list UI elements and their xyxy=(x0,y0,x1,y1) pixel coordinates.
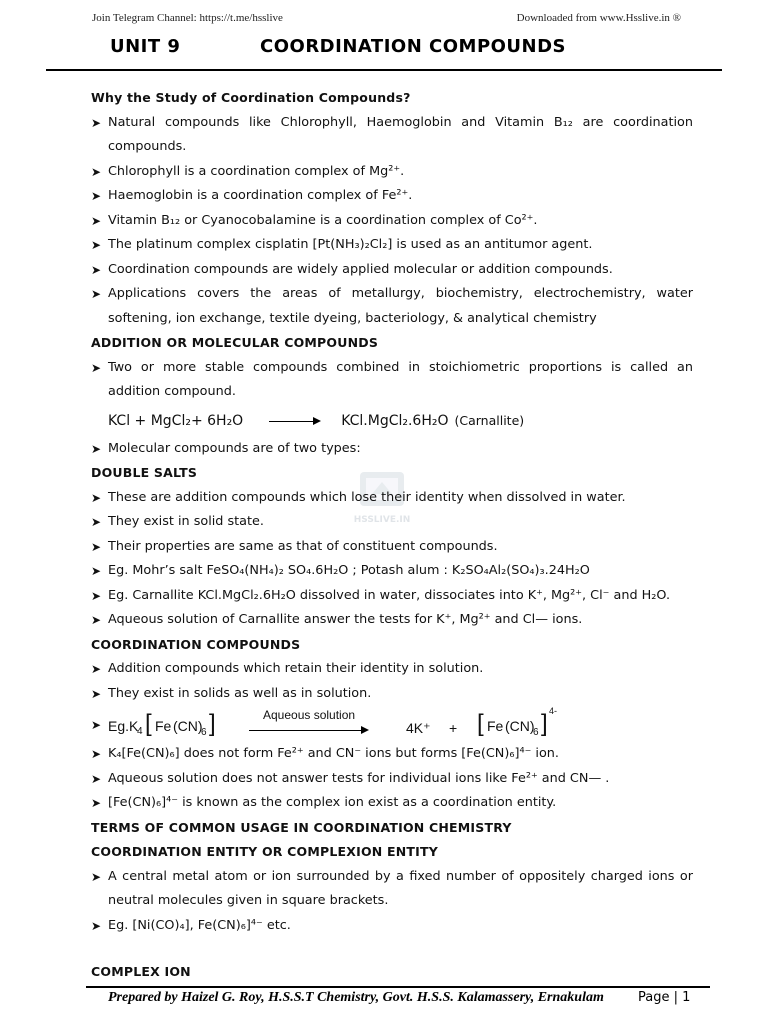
heading-coordination-compounds: COORDINATION COMPOUNDS xyxy=(91,636,301,652)
reaction-arrow-icon xyxy=(269,416,321,426)
arrow-bullet-icon: ➤ xyxy=(91,213,102,228)
open-bracket: [ xyxy=(145,710,152,737)
arrow-bullet-icon: ➤ xyxy=(91,771,102,786)
plus-sign: + xyxy=(449,720,458,736)
list-item: ➤ Aqueous solution of Carnallite answer the tests for K⁺, Mg²⁺ and Cl— ions. xyxy=(91,608,693,633)
list-item: ➤ Haemoglobin is a coordination complex of Fe²⁺. xyxy=(91,184,693,209)
list-item: ➤ Two or more stable compounds combined in stoichiometric proportions is called an addition compound. xyxy=(91,356,693,405)
k-subscript: 4 xyxy=(137,726,143,737)
arrow-bullet-icon: ➤ xyxy=(91,189,102,203)
arrow-bullet-icon: ➤ xyxy=(91,360,102,375)
heading-addition-compounds: ADDITION OR MOLECULAR COMPOUNDS xyxy=(91,335,379,350)
open-bracket-2: [ xyxy=(477,710,484,737)
spacer xyxy=(91,938,693,960)
list-item: ➤ Molecular compounds are of two types: xyxy=(91,437,693,462)
list-item: ➤ They exist in solids as well as in solution. xyxy=(91,682,693,707)
list-item: ➤ A central metal atom or ion surrounded by a fixed number of oppositely charged ions or neutral molecules given in square brackets. xyxy=(91,865,693,914)
arrow-bullet-icon: ➤ xyxy=(91,287,102,301)
list-item: ➤ [Fe(CN)₆]⁴⁻ is known as the complex ion exist as a coordination entity. xyxy=(91,791,693,816)
svg-text:HSSLIVE.IN: HSSLIVE.IN xyxy=(353,515,411,525)
entity-bullets xyxy=(91,865,693,939)
unit-number: UNIT 9 xyxy=(110,36,181,57)
list-item: ➤ K₄[Fe(CN)₆] does not form Fe²⁺ and CN⁻ ions but forms [Fe(CN)₆]⁴⁻ ion. xyxy=(91,742,693,767)
list-item: ➤ Chlorophyll is a coordination complex of Mg²⁺. xyxy=(91,160,693,185)
heading-complex-ion: COMPLEX ION xyxy=(91,964,191,979)
heading-why-study: Why the Study of Coordination Compounds? xyxy=(91,90,411,105)
unit-title: COORDINATION COMPOUNDS xyxy=(260,36,567,57)
iron-symbol-2: Fe xyxy=(487,718,504,734)
cyanide-ligand-2: (CN) xyxy=(505,718,535,734)
list-item: ➤ Vitamin B₁₂ or Cyanocobalamine is a coordination complex of Co²⁺. xyxy=(91,209,693,234)
arrow-bullet-icon: ➤ xyxy=(91,918,102,933)
product-potassium: 4K⁺ xyxy=(406,720,431,736)
arrow-bullet-icon: ➤ xyxy=(91,747,102,761)
arrow-bullet-icon: ➤ xyxy=(91,115,102,130)
arrow-bullet-icon: ➤ xyxy=(91,515,102,529)
arrow-bullet-icon: ➤ xyxy=(91,441,102,456)
arrow-bullet-icon: ➤ xyxy=(91,869,102,884)
arrow-bullet-icon: ➤ xyxy=(91,588,102,603)
equation-lhs: KCl + MgCl₂+ 6H₂O xyxy=(108,412,244,429)
arrow-bullet-icon: ➤ xyxy=(91,564,102,578)
arrow-label: Aqueous solution xyxy=(263,708,356,722)
footer-credit: Prepared by Haizel G. Roy, H.S.S.T Chemistry, Govt. H.S.S. Kalamassery, Ernakulam xyxy=(108,990,604,1005)
iron-symbol: Fe xyxy=(155,718,172,734)
footer-divider xyxy=(86,986,710,988)
header-telegram-text: Join Telegram Channel: https://t.me/hsslive xyxy=(92,12,283,24)
arrow-bullet-icon: ➤ xyxy=(91,539,102,554)
arrow-bullet-icon: ➤ xyxy=(91,490,102,505)
ferrocyanide-dissociation-equation xyxy=(91,706,693,742)
arrow-bullet-icon: ➤ xyxy=(91,718,102,732)
list-item: ➤ Coordination compounds are widely applied molecular or addition compounds. xyxy=(91,258,693,283)
equation-rhs: KCl.MgCl₂.6H₂O xyxy=(341,412,449,429)
heading-double-salts: DOUBLE SALTS xyxy=(91,465,198,480)
cyanide-ligand: (CN) xyxy=(173,718,203,734)
list-item: ➤ The platinum complex cisplatin [Pt(NH₃)₂Cl₂] is used as an antitumor agent. xyxy=(91,233,693,258)
complex-charge: 4- xyxy=(549,706,558,716)
list-item: ➤ Natural compounds like Chlorophyll, Haemoglobin and Vitamin B₁₂ are coordination compounds. xyxy=(91,111,693,160)
list-item: ➤ Addition compounds which retain their identity in solution. xyxy=(91,657,693,682)
reaction-arrow-icon xyxy=(249,726,369,736)
arrow-bullet-icon: ➤ xyxy=(91,662,102,676)
close-bracket-2: ] xyxy=(541,710,548,737)
close-bracket: ] xyxy=(209,710,216,737)
arrow-bullet-icon: ➤ xyxy=(91,613,102,627)
list-item: ➤ Applications covers the areas of metallurgy, biochemistry, electrochemistry, water softening, ion exchange, textile dyeing, bacteriology, & analytical chemistry xyxy=(91,282,693,331)
ligand-subscript: 6 xyxy=(201,727,207,738)
header-download-text: Downloaded from www.Hsslive.in ® xyxy=(516,12,681,24)
arrow-bullet-icon: ➤ xyxy=(91,164,102,179)
list-item: ➤ They exist in solid state. xyxy=(91,510,693,535)
ligand-subscript-2: 6 xyxy=(533,727,539,738)
arrow-bullet-icon: ➤ xyxy=(91,262,102,277)
list-item: ➤ Eg. Carnallite KCl.MgCl₂.6H₂O dissolved in water, dissociates into K⁺, Mg²⁺, Cl⁻ and H₂O. xyxy=(91,584,693,609)
list-item: ➤ These are addition compounds which lose their identity when dissolved in water. xyxy=(91,486,693,511)
list-item: ➤ Aqueous solution does not answer tests for individual ions like Fe²⁺ and CN— . xyxy=(91,767,693,792)
page-number: Page | 1 xyxy=(638,990,691,1005)
equation-note: (Carnallite) xyxy=(454,413,525,428)
heading-terms: TERMS OF COMMON USAGE IN COORDINATION CHEMISTRY xyxy=(91,819,512,835)
list-item: ➤ Eg. [Ni(CO)₄], Fe(CN)₆]⁴⁻ etc. xyxy=(91,914,693,939)
double-salt-bullets xyxy=(91,486,693,633)
arrow-bullet-icon: ➤ xyxy=(91,796,102,810)
arrow-bullet-icon: ➤ xyxy=(91,686,102,701)
eg-k-label: Eg.K xyxy=(108,718,139,734)
arrow-bullet-icon: ➤ xyxy=(91,238,102,252)
document-body xyxy=(91,86,693,985)
heading-coordination-entity: COORDINATION ENTITY OR COMPLEXION ENTITY xyxy=(91,844,438,859)
title-divider xyxy=(46,69,722,71)
list-item: ➤ Their properties are same as that of constituent compounds. xyxy=(91,535,693,560)
list-item: ➤ Eg. Mohr’s salt FeSO₄(NH₄)₂ SO₄.6H₂O ; Potash alum : K₂SO₄Al₂(SO₄)₃.24H₂O xyxy=(91,559,693,584)
why-bullets xyxy=(91,111,693,332)
carnallite-equation xyxy=(91,405,693,437)
